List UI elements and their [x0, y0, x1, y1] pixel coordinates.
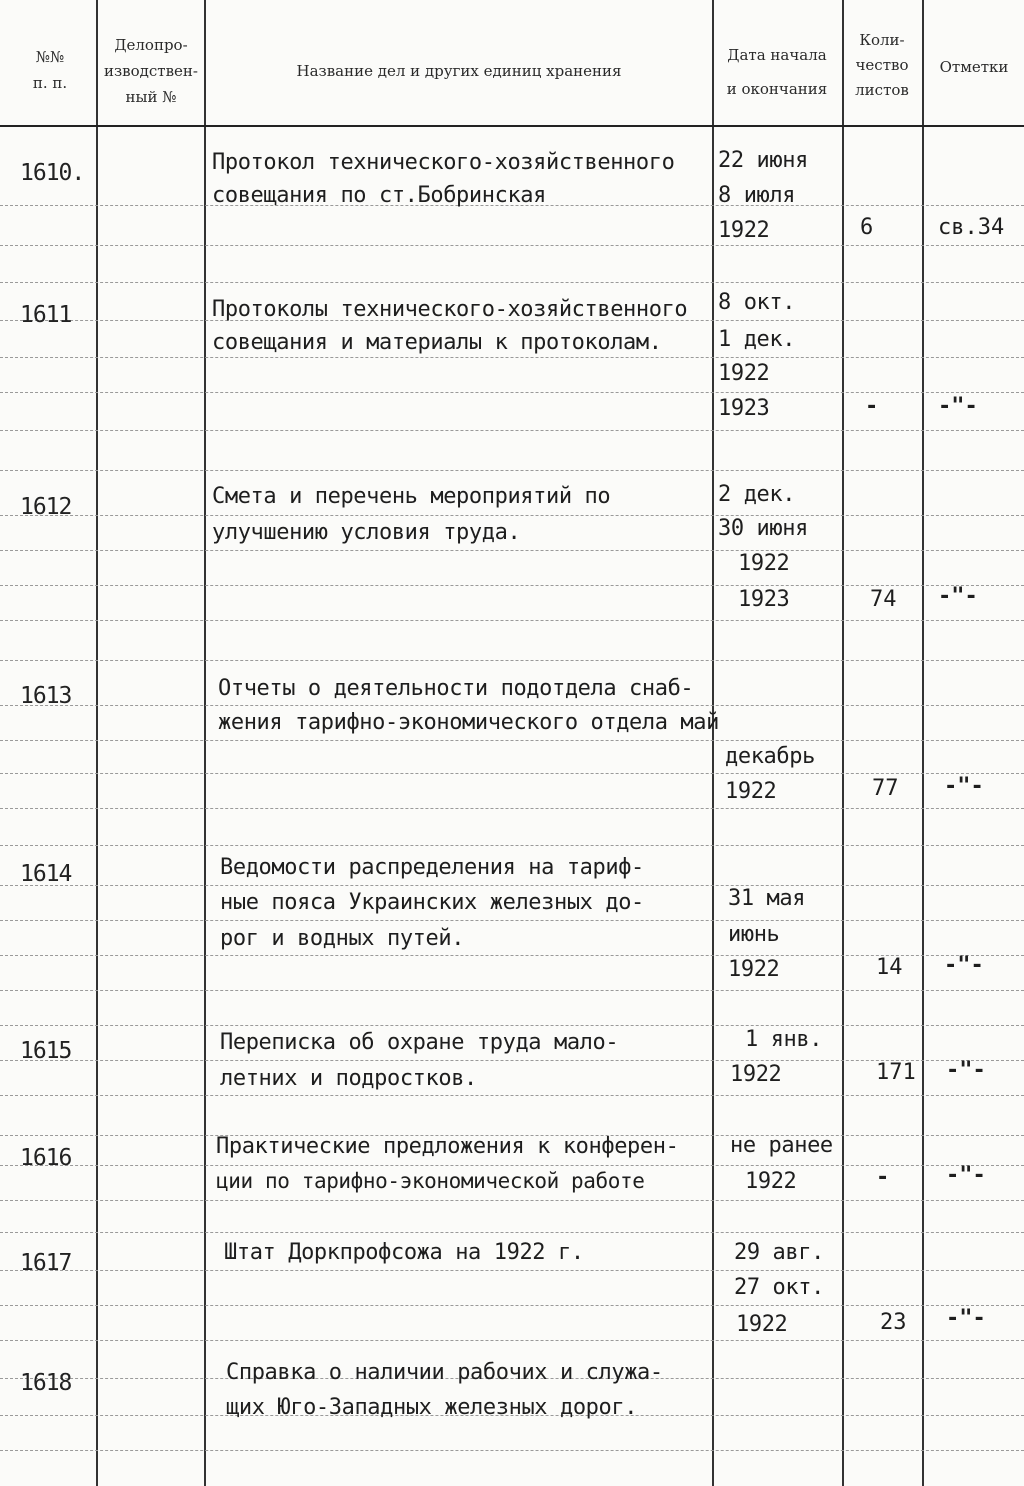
record-title-line: Отчеты о деятельности подотдела снаб-	[218, 676, 694, 701]
header-title: Название дел и других единиц хранения	[296, 62, 622, 80]
record-note: -"-	[944, 953, 984, 978]
record-date: 1 янв.	[745, 1027, 823, 1052]
record-number: 1610.	[20, 160, 85, 186]
record-number: 1618	[20, 1370, 72, 1396]
header-notes: Отметки	[939, 58, 1009, 76]
record-date: июнь	[728, 922, 780, 947]
record-number: 1614	[20, 861, 72, 887]
record-title-line: Ведомости распределения на тариф-	[220, 855, 644, 880]
record-note: -"-	[946, 1306, 986, 1331]
record-title-line: Справка о наличии рабочих и служа-	[226, 1360, 663, 1385]
record-number: 1611	[20, 302, 72, 328]
record-sheet-count: 171	[876, 1060, 916, 1085]
record-note: -"-	[944, 774, 984, 799]
record-note: св.34	[938, 215, 1005, 240]
column-divider	[842, 0, 844, 1486]
record-title-line: Практические предложения к конферен-	[216, 1134, 679, 1159]
record-date: 1922	[718, 361, 770, 386]
record-note: -"-	[946, 1058, 986, 1083]
record-date: 1922	[730, 1062, 782, 1087]
record-title-line: улучшению условия труда.	[212, 520, 521, 545]
record-title-line: Протокол технического-хозяйственного	[212, 150, 675, 175]
record-date: 31 мая	[728, 886, 806, 911]
record-date: 1922	[738, 551, 790, 576]
record-title-line: Протоколы технического-хозяйственного	[212, 297, 688, 322]
header-num: №№ п. п.	[32, 48, 68, 92]
record-sheet-count: -	[876, 1165, 890, 1190]
column-divider	[922, 0, 924, 1486]
record-title-line: жения тарифно-экономического отдела май	[218, 710, 719, 735]
record-date: 2 дек.	[718, 482, 796, 507]
record-date: 1923	[718, 396, 770, 421]
record-date: 1923	[738, 587, 790, 612]
record-date: 1922	[725, 779, 777, 804]
record-title-line: Штат Доркпрофсожа на 1922 г.	[224, 1240, 584, 1265]
record-date: 1922	[718, 218, 770, 243]
column-divider	[96, 0, 98, 1486]
record-number: 1615	[20, 1038, 72, 1064]
record-title-line: совещания по ст.Бобринская	[212, 183, 546, 208]
record-date: 1922	[728, 957, 780, 982]
header-office-number: Делопро- изводствен- ный №	[104, 36, 198, 106]
record-title-line: рог и водных путей.	[220, 926, 465, 951]
record-date: 1922	[736, 1312, 788, 1337]
record-sheet-count: 77	[872, 776, 899, 801]
record-number: 1616	[20, 1145, 72, 1171]
record-title-line: летних и подростков.	[220, 1066, 477, 1091]
record-date: 30 июня	[718, 516, 808, 541]
record-date: 22 июня	[718, 148, 808, 173]
record-date: декабрь	[725, 744, 815, 769]
record-title-line: ции по тарифно-экономической работе	[216, 1169, 645, 1193]
column-divider	[204, 0, 206, 1486]
column-divider	[712, 0, 714, 1486]
record-note: -"-	[938, 584, 978, 609]
record-date: 29 авг.	[734, 1240, 824, 1265]
record-date: 8 окт.	[718, 290, 796, 315]
record-sheet-count: 14	[876, 955, 903, 980]
record-number: 1612	[20, 494, 72, 520]
header-dates: Дата начала и окончания	[726, 46, 828, 98]
record-note: -"-	[946, 1163, 986, 1188]
record-title-line: совещания и материалы к протоколам.	[212, 330, 662, 355]
record-title-line: Переписка об охране труда мало-	[220, 1030, 619, 1055]
record-title-line: щих Юго-Западных железных дорог.	[226, 1395, 638, 1420]
record-date: 27 окт.	[734, 1275, 824, 1300]
record-sheet-count: -	[865, 394, 879, 419]
record-date: 1922	[745, 1169, 797, 1194]
header-divider	[0, 125, 1024, 127]
record-number: 1613	[20, 683, 72, 709]
record-sheet-count: 6	[860, 215, 874, 240]
record-note: -"-	[938, 394, 978, 419]
record-title-line: ные пояса Украинских железных до-	[220, 890, 644, 915]
record-date: не ранее	[730, 1133, 833, 1158]
record-number: 1617	[20, 1250, 72, 1276]
record-title-line: Смета и перечень мероприятий по	[212, 484, 611, 509]
record-date: 1 дек.	[718, 327, 796, 352]
record-date: 8 июля	[718, 183, 796, 208]
record-sheet-count: 74	[870, 587, 897, 612]
record-sheet-count: 23	[880, 1310, 907, 1335]
header-sheet-count: Коли- чество листов	[855, 31, 909, 99]
